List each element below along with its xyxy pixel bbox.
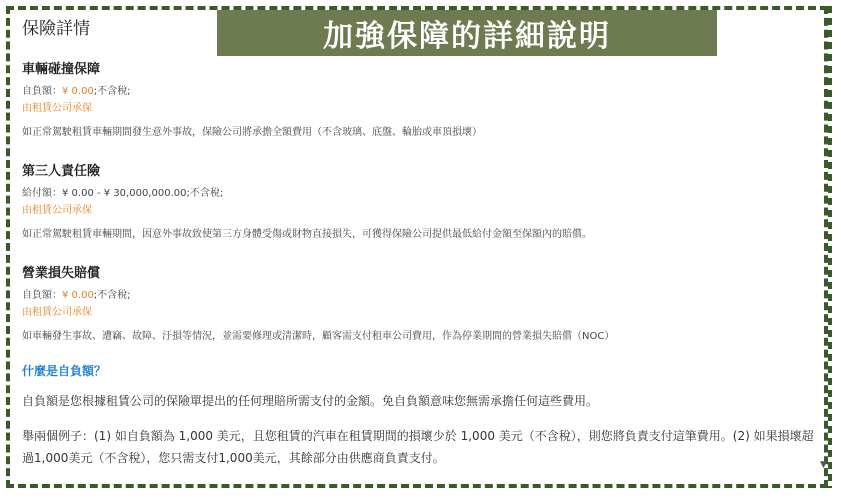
faq-question: 什麼是自負額？ (22, 364, 107, 378)
insurer-link: 由租賃公司承保 (22, 103, 92, 114)
section-description: 如正常駕駛租賃車輛期間發生意外事故，保險公司將承擔全額費用（不含玻璃、底盤、輪胎或車頂損壞） (22, 127, 482, 138)
section-description: 如正常駕駛租賃車輛期間，因意外事故致使第三方身體受傷或財物直接損失，可獲得保險公司提供最低給付金額至保額內的賠償。 (22, 229, 592, 240)
section-title: 車輛碰撞保障 (22, 62, 101, 77)
amount-label: 給付額： (22, 188, 62, 199)
amount-suffix: ;不含稅; (186, 188, 224, 199)
insurer-link: 由租賃公司承保 (22, 307, 92, 318)
section-title: 第三人責任險 (22, 164, 101, 179)
amount-suffix: ;不含稅; (93, 86, 131, 97)
amount-label: 自負額： (22, 86, 62, 97)
scroll-down-icon[interactable]: ▼ (820, 460, 827, 470)
header-banner: 加強保障的詳細說明 (217, 10, 717, 56)
section-third-party (22, 160, 592, 240)
amount-line (22, 185, 592, 202)
dashed-border-right (828, 6, 832, 488)
insurer-link: 由租賃公司承保 (22, 205, 92, 216)
amount-label: 自負額： (22, 290, 62, 301)
section-title: 營業損失賠償 (22, 266, 101, 281)
section-business-loss (22, 262, 614, 342)
amount-line (22, 287, 614, 304)
section-collision (22, 58, 482, 138)
amount-value: ¥ 0.00 (62, 86, 94, 97)
faq-example: 舉兩個例子：(1) 如自負額為 1,000 美元，且您租賃的汽車在租賃期間的損壞少於 1,000 美元（不含稅），則您將負責支付這筆費用。(2) 如果損壞超過1,000美元（不含稅），您只需支付1,000美元，其餘部分由供應商負責支付。 (22, 429, 814, 465)
page-title: 保險詳情 (22, 19, 90, 39)
amount-suffix: ;不含稅; (93, 290, 131, 301)
amount-value: ¥ 0.00 - ¥ 30,000,000.00 (62, 188, 187, 199)
section-description: 如車輛發生事故、遭竊、故障、汙損等情況，並需要修理或清潔時，顧客需支付租車公司費用，作為停業期間的營業損失賠償（NOC） (22, 331, 615, 342)
amount-value: ¥ 0.00 (62, 290, 94, 301)
amount-line (22, 83, 482, 100)
faq-answer: 自負額是您根據租賃公司的保險單提出的任何理賠所需支付的金額。免自負額意味您無需承擔任何這些費用。 (22, 394, 599, 408)
